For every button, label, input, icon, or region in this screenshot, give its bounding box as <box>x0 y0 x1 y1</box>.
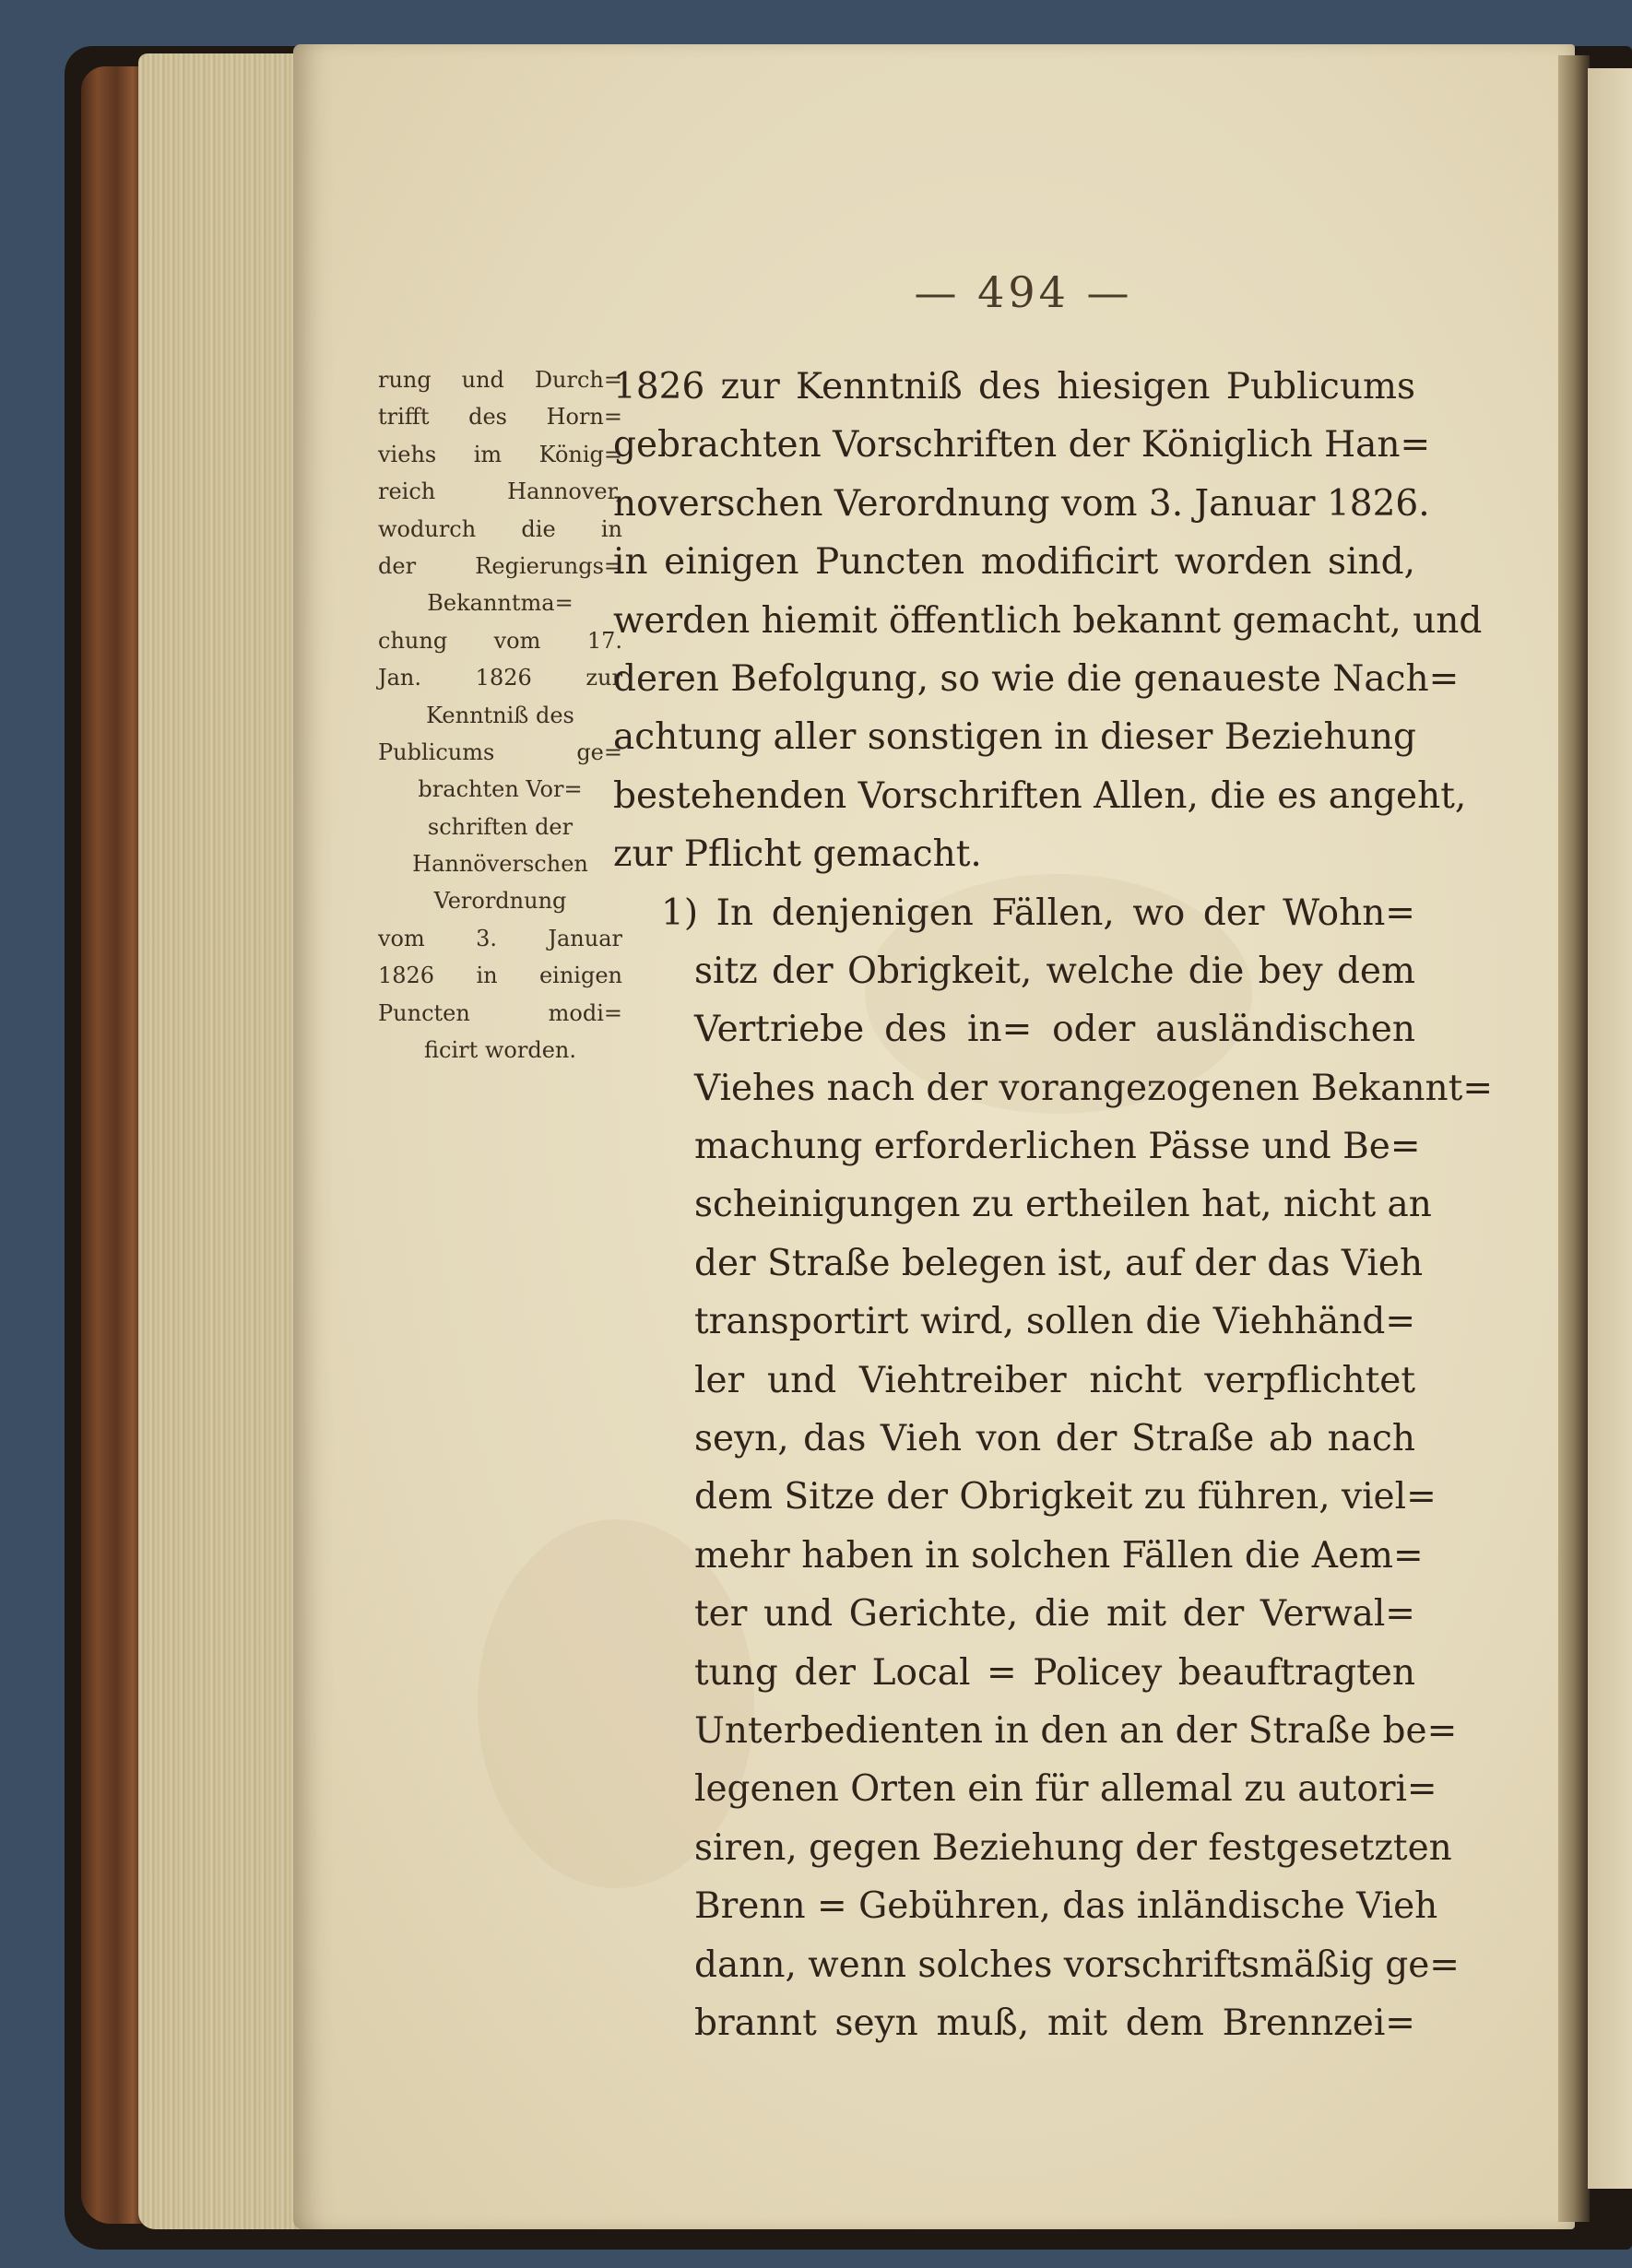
text-line: 1826 zur Kenntniß des hiesigen Publicums <box>613 366 1415 408</box>
text-line: Viehes nach der vorangezogenen Bekannt= <box>694 1067 1494 1109</box>
text-line: scheinigungen zu ertheilen hat, nicht an <box>694 1184 1432 1226</box>
text-line: der Straße belegen ist, auf der das Vieh <box>694 1242 1424 1284</box>
book-cover-edge <box>81 66 146 2224</box>
text-line: ler und Viehtreiber nicht verpflichtet <box>694 1359 1415 1401</box>
marginal-line: brachten Vor= <box>418 776 583 803</box>
marginal-line: Kenntniß des <box>426 702 574 728</box>
text-line: siren, gegen Beziehung der festgesetzten <box>694 1826 1452 1869</box>
text-line: deren Befolgung, so wie die genaueste Nach= <box>613 657 1460 700</box>
marginal-line: trifft des Horn= <box>378 404 622 431</box>
text-line: ter und Gerichte, die mit der Verwal= <box>694 1593 1415 1636</box>
marginal-line: ficirt worden. <box>424 1037 576 1064</box>
book-gutter <box>1558 55 1590 2222</box>
facing-page-edge <box>1588 68 1632 2189</box>
marginal-line: Jan. 1826 zur <box>378 665 622 691</box>
text-line: bestehenden Vorschriften Allen, die es angeht, <box>613 774 1467 817</box>
text-line: achtung aller sonstigen in dieser Beziehung <box>613 716 1416 759</box>
marginal-line: reich Hannover, <box>378 478 622 505</box>
body-text <box>613 358 1494 2052</box>
text-line: sitz der Obrigkeit, welche die bey dem <box>694 950 1415 992</box>
text-line: gebrachten Vorschriften der Königlich Han= <box>613 424 1431 467</box>
marginal-line: wodurch die in <box>378 515 622 542</box>
text-line: noverschen Verordnung vom 3. Januar 1826. <box>613 482 1430 525</box>
marginal-line: rung und Durch= <box>378 367 622 393</box>
text-line: werden hiemit öffentlich bekannt gemacht, und <box>613 599 1483 642</box>
text-line: transportirt wird, sollen die Viehhänd= <box>694 1301 1415 1343</box>
marginal-line: Verordnung <box>433 888 567 915</box>
text-line: in einigen Puncten modificirt worden sind, <box>613 541 1415 584</box>
page-edges <box>138 53 304 2229</box>
marginal-line: Hannöverschen <box>412 851 588 878</box>
marginal-line: chung vom 17. <box>378 627 622 654</box>
marginal-line: viehs im König= <box>378 441 622 467</box>
text-line: Unterbedienten in den an der Straße be= <box>694 1709 1458 1752</box>
text-line: zur Pflicht gemacht. <box>613 833 982 876</box>
marginal-line: Publicums ge= <box>378 738 622 765</box>
text-line: Brenn = Gebühren, das inländische Vieh <box>694 1885 1438 1928</box>
text-line: legenen Orten ein für allemal zu autori= <box>694 1768 1437 1811</box>
marginal-line: vom 3. Januar <box>378 925 622 951</box>
text-line: brannt seyn muß, mit dem Brennzei= <box>694 2002 1415 2044</box>
marginal-line: Puncten modi= <box>378 999 622 1026</box>
marginal-line: schriften der <box>427 813 574 840</box>
text-line: 1) In denjenigen Fällen, wo der Wohn= <box>661 892 1415 934</box>
text-line: dem Sitze der Obrigkeit zu führen, viel= <box>694 1476 1437 1518</box>
marginal-note <box>378 361 622 1069</box>
marginal-line: Bekanntma= <box>427 590 574 617</box>
marginal-line: 1826 in einigen <box>378 963 622 989</box>
marginal-line: der Regierungs= <box>378 552 622 579</box>
text-line: machung erforderlichen Pässe und Be= <box>694 1126 1421 1168</box>
text-line: Vertriebe des in= oder ausländischen <box>694 1009 1415 1051</box>
page-number: — 494 — <box>914 267 1133 317</box>
text-line: seyn, das Vieh von der Straße ab nach <box>694 1418 1415 1460</box>
text-line: dann, wenn solches vorschriftsmäßig ge= <box>694 1943 1460 1986</box>
text-line: mehr haben in solchen Fällen die Aem= <box>694 1534 1424 1577</box>
text-line: tung der Local = Policey beauftragten <box>694 1651 1415 1694</box>
